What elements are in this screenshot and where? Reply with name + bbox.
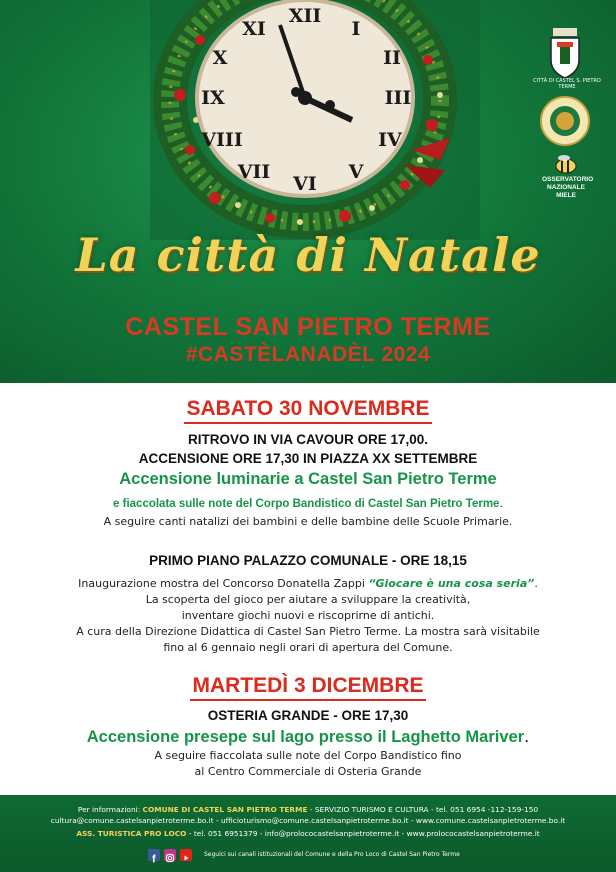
event-2-line-2: La scoperta del gioco per aiutare a sviluppare la creatività, bbox=[145, 593, 471, 606]
event-1-line-1: RITROVO IN VIA CAVOUR ORE 17,00. bbox=[187, 432, 429, 447]
footer bbox=[0, 795, 616, 872]
script-title: La città di Natale bbox=[75, 228, 541, 282]
event-1-date-wrap bbox=[0, 397, 616, 424]
event-1-headline: Accensione luminarie a Castel San Pietro Terme bbox=[119, 470, 497, 488]
footer-line-2: cultura@comune.castelsanpietroterme.bo.it - ufficioturismo@comune.castelsanpietroterme.bo.it - www.comune.castelsanpietroterme.bo.it bbox=[50, 816, 566, 825]
proloco-logo bbox=[540, 96, 590, 146]
event-1-date: SABATO 30 NOVEMBRE bbox=[184, 397, 431, 424]
svg-text:IV: IV bbox=[378, 129, 402, 151]
miele-logo-text: OSSERVATORIO NAZIONALE MIELE bbox=[542, 176, 594, 199]
svg-text:IX: IX bbox=[201, 87, 225, 109]
event-3-date-wrap bbox=[0, 674, 616, 701]
footer-line-3 bbox=[0, 829, 616, 838]
svg-text:XII: XII bbox=[288, 5, 322, 27]
youtube-icon[interactable] bbox=[180, 849, 192, 861]
event-1-sub: e fiaccolata sulle note del Corpo Bandistico di Castel San Pietro Terme bbox=[113, 498, 500, 510]
footer-comune: COMUNE DI CASTEL SAN PIETRO TERME bbox=[142, 805, 308, 814]
event-2-line-4: A cura della Direzione Didattica di Castel San Pietro Terme. La mostra sarà visitabile bbox=[76, 625, 540, 638]
svg-text:II: II bbox=[383, 47, 401, 69]
footer-proloco: ASS. TURISTICA PRO LOCO bbox=[76, 829, 187, 838]
event-2-line-1-end: . bbox=[534, 577, 538, 590]
event-2-quote: “Giocare è una cosa seria” bbox=[368, 577, 535, 590]
svg-text:V: V bbox=[348, 161, 364, 183]
event-3-headline-wrap bbox=[0, 727, 616, 747]
event-3-line-1: A seguire fiaccolata sulle note del Corpo Bandistico fino bbox=[154, 749, 462, 762]
town-name: CASTEL SAN PIETRO TERME bbox=[125, 313, 491, 341]
event-2-line-1 bbox=[0, 577, 616, 590]
event-1-sub-end: . bbox=[499, 497, 503, 510]
svg-text:III: III bbox=[384, 87, 412, 109]
footer-info-label: Per informazioni: bbox=[77, 805, 141, 814]
bee-icon bbox=[542, 154, 590, 176]
comune-crest-logo bbox=[547, 26, 583, 82]
hero-banner bbox=[0, 0, 616, 383]
event-2-line-1-text: Inaugurazione mostra del Concorso Donatella Zappi bbox=[78, 577, 365, 590]
event-3-headline: Accensione presepe sul lago presso il Laghetto Mariver bbox=[86, 728, 525, 746]
event-1-note: A seguire canti natalizi dei bambini e delle bambine delle Scuole Primarie. bbox=[103, 515, 513, 528]
instagram-icon[interactable] bbox=[164, 849, 176, 861]
event-1-sub-wrap bbox=[0, 497, 616, 510]
svg-text:VIII: VIII bbox=[201, 129, 243, 151]
social-row bbox=[148, 849, 508, 863]
svg-text:VII: VII bbox=[237, 161, 271, 183]
event-3-headline-end: . bbox=[524, 727, 530, 746]
event-2-line-3: inventare giochi nuovi e riscoprirne di antichi. bbox=[181, 609, 435, 622]
event-2-line-5: fino al 6 gennaio negli orari di apertura del Comune. bbox=[163, 641, 453, 654]
event-2-heading: PRIMO PIANO PALAZZO COMUNALE - ORE 18,15 bbox=[149, 553, 467, 568]
event-3-line-2: al Centro Commerciale di Osteria Grande bbox=[194, 765, 422, 778]
hashtag: #CASTÈLANADÈL 2024 bbox=[185, 343, 431, 366]
footer-proloco-contacts: - tel. 051 6951379 - info@prolococastelsanpietroterme.it - www.prolococastelsanpietroterme.it bbox=[188, 829, 540, 838]
svg-text:f: f bbox=[152, 853, 156, 864]
footer-line-1 bbox=[0, 805, 616, 814]
facebook-icon[interactable] bbox=[148, 849, 160, 864]
event-1-line-2: ACCENSIONE ORE 17,30 IN PIAZZA XX SETTEMBRE bbox=[138, 451, 478, 466]
footer-servizio: - SERVIZIO TURISMO E CULTURA - tel. 051 6954 -112-159-150 bbox=[309, 805, 539, 814]
osservatorio-miele-logo bbox=[542, 154, 594, 224]
svg-text:XI: XI bbox=[242, 18, 266, 40]
social-text: Seguici sui canali istituzionali del Comune e della Pro Loco di Castel San Pietro Terme bbox=[204, 851, 460, 858]
svg-text:VI: VI bbox=[293, 173, 317, 195]
event-3-date: MARTEDÌ 3 DICEMBRE bbox=[190, 674, 425, 701]
svg-text:I: I bbox=[351, 18, 361, 40]
event-3-heading: OSTERIA GRANDE - ORE 17,30 bbox=[207, 708, 409, 723]
svg-text:X: X bbox=[212, 47, 228, 69]
comune-caption: CITTÀ DI CASTEL S. PIETRO TERME bbox=[533, 78, 601, 90]
